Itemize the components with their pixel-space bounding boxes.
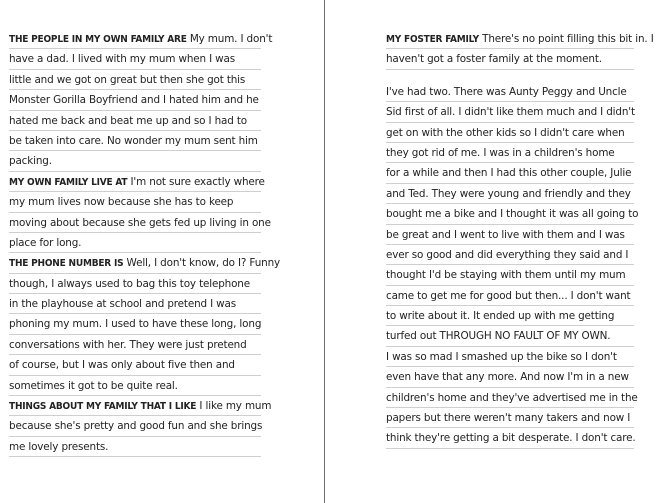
text-line (9, 49, 261, 69)
text-line (386, 29, 654, 49)
blank-line (386, 70, 634, 82)
body-text: think they're getting a bit desperate. I don't care. (386, 432, 636, 445)
body-text: papers but there weren't many takers and now I (386, 412, 631, 425)
text-line (386, 367, 634, 387)
body-text: place for long. (9, 236, 82, 249)
text-line (386, 163, 634, 183)
section-heading: THE PHONE NUMBER IS (9, 258, 124, 270)
body-text: turfed out THROUGH NO FAULT OF MY OWN. (386, 330, 611, 343)
text-line (386, 388, 638, 408)
body-text: packing. (9, 155, 52, 168)
text-line (9, 192, 261, 212)
body-text: and Ted. They were young and friendly and they (386, 187, 631, 200)
text-line (386, 225, 634, 245)
body-text: thought I'd be staying with them until my mum (386, 269, 626, 282)
body-text: My mum. I don't (186, 33, 273, 45)
text-line (386, 204, 639, 224)
text-line (386, 143, 634, 163)
body-text: though, I always used to bag this toy telephone (9, 277, 250, 290)
body-text: hated me back and beat me up and so I had to (9, 114, 247, 127)
body-text: I like my mum (196, 400, 272, 413)
body-text: of course, but I was only about five then and (9, 359, 235, 372)
text-line (386, 428, 634, 448)
body-text: because she's pretty and good fun and she brings (9, 420, 263, 433)
body-text: Well, I don't know, do I? Funny (123, 257, 281, 270)
body-text: I'm not sure exactly where (127, 175, 265, 188)
text-line (9, 90, 261, 110)
text-line (386, 265, 634, 285)
body-text: There's no point filling this bit in. I (478, 33, 654, 45)
text-line (386, 408, 634, 428)
body-text: to write about it. It ended up with me getting (386, 310, 615, 323)
text-line (386, 184, 634, 204)
body-text: children's home and they've advertised me in the (386, 391, 638, 404)
text-line (386, 286, 634, 306)
text-line (386, 102, 634, 122)
body-text: little and we got on great but then she got this (9, 73, 246, 86)
text-line (9, 29, 273, 49)
text-line (9, 131, 261, 151)
text-line (9, 274, 261, 294)
body-text: Monster Gorilla Boyfriend and I hated him and he (9, 94, 259, 107)
body-text: be taken into care. No wonder my mum sent him (9, 134, 258, 147)
section-heading: THE PEOPLE IN MY OWN FAMILY ARE (9, 34, 187, 45)
text-line (9, 111, 261, 131)
text-line (9, 70, 261, 90)
body-text: be great and I went to live with them and I was (386, 228, 625, 241)
body-text: I was so mad I smashed up the bike so I don't (386, 350, 617, 363)
text-line (9, 396, 272, 416)
text-line (386, 49, 634, 69)
text-line (9, 213, 271, 233)
body-text: ever so good and did everything they said and I (386, 248, 629, 261)
body-text: Sid first of all. I didn't like them much and I didn't (386, 106, 635, 119)
body-text: in the playhouse at school and pretend I was (9, 298, 237, 311)
text-line (9, 335, 261, 355)
body-text: me lovely presents. (9, 440, 109, 453)
text-line (386, 82, 634, 102)
text-line (9, 294, 261, 314)
body-text: bought me a bike and I thought it was all going to (386, 208, 639, 221)
text-line (9, 233, 261, 253)
section-heading: MY FOSTER FAMILY (386, 34, 479, 45)
section-heading: THINGS ABOUT MY FAMILY THAT I LIKE (9, 401, 197, 413)
text-line (386, 245, 634, 265)
body-text: I've had two. There was Aunty Peggy and Uncle (386, 85, 627, 98)
body-text: sometimes it got to be quite real. (9, 379, 178, 392)
body-text: my mum lives now because she has to keep (9, 196, 234, 209)
body-text: they got rid of me. I was in a children's home (386, 146, 615, 159)
text-line (9, 151, 261, 171)
body-text: for a while and then I had this other couple, Julie (386, 167, 632, 180)
body-text: get on with the other kids so I didn't care when (386, 126, 625, 139)
body-text: phoning my mum. I used to have these long, long (9, 318, 262, 331)
body-text: moving about because she gets fed up living in one (9, 216, 271, 229)
body-text: came to get me for good but then... I don't want (386, 289, 631, 302)
left-page (9, 29, 281, 457)
text-line (9, 314, 261, 334)
text-line (9, 172, 265, 192)
text-line (9, 355, 261, 375)
page-gutter (324, 0, 325, 503)
text-line (9, 253, 281, 273)
text-line (386, 347, 634, 367)
body-text: haven't got a foster family at the moment. (386, 53, 602, 66)
text-line (386, 326, 634, 346)
section-heading: MY OWN FAMILY LIVE AT (9, 176, 128, 188)
body-text: have a dad. I lived with my mum when I was (9, 53, 235, 66)
body-text: conversations with her. They were just pretend (9, 338, 247, 351)
right-page (386, 29, 654, 449)
body-text: even have that any more. And now I'm in a new (386, 371, 629, 384)
text-line (9, 437, 261, 457)
text-line (386, 306, 634, 326)
text-line (9, 416, 261, 436)
text-line (386, 123, 634, 143)
text-line (9, 376, 261, 396)
